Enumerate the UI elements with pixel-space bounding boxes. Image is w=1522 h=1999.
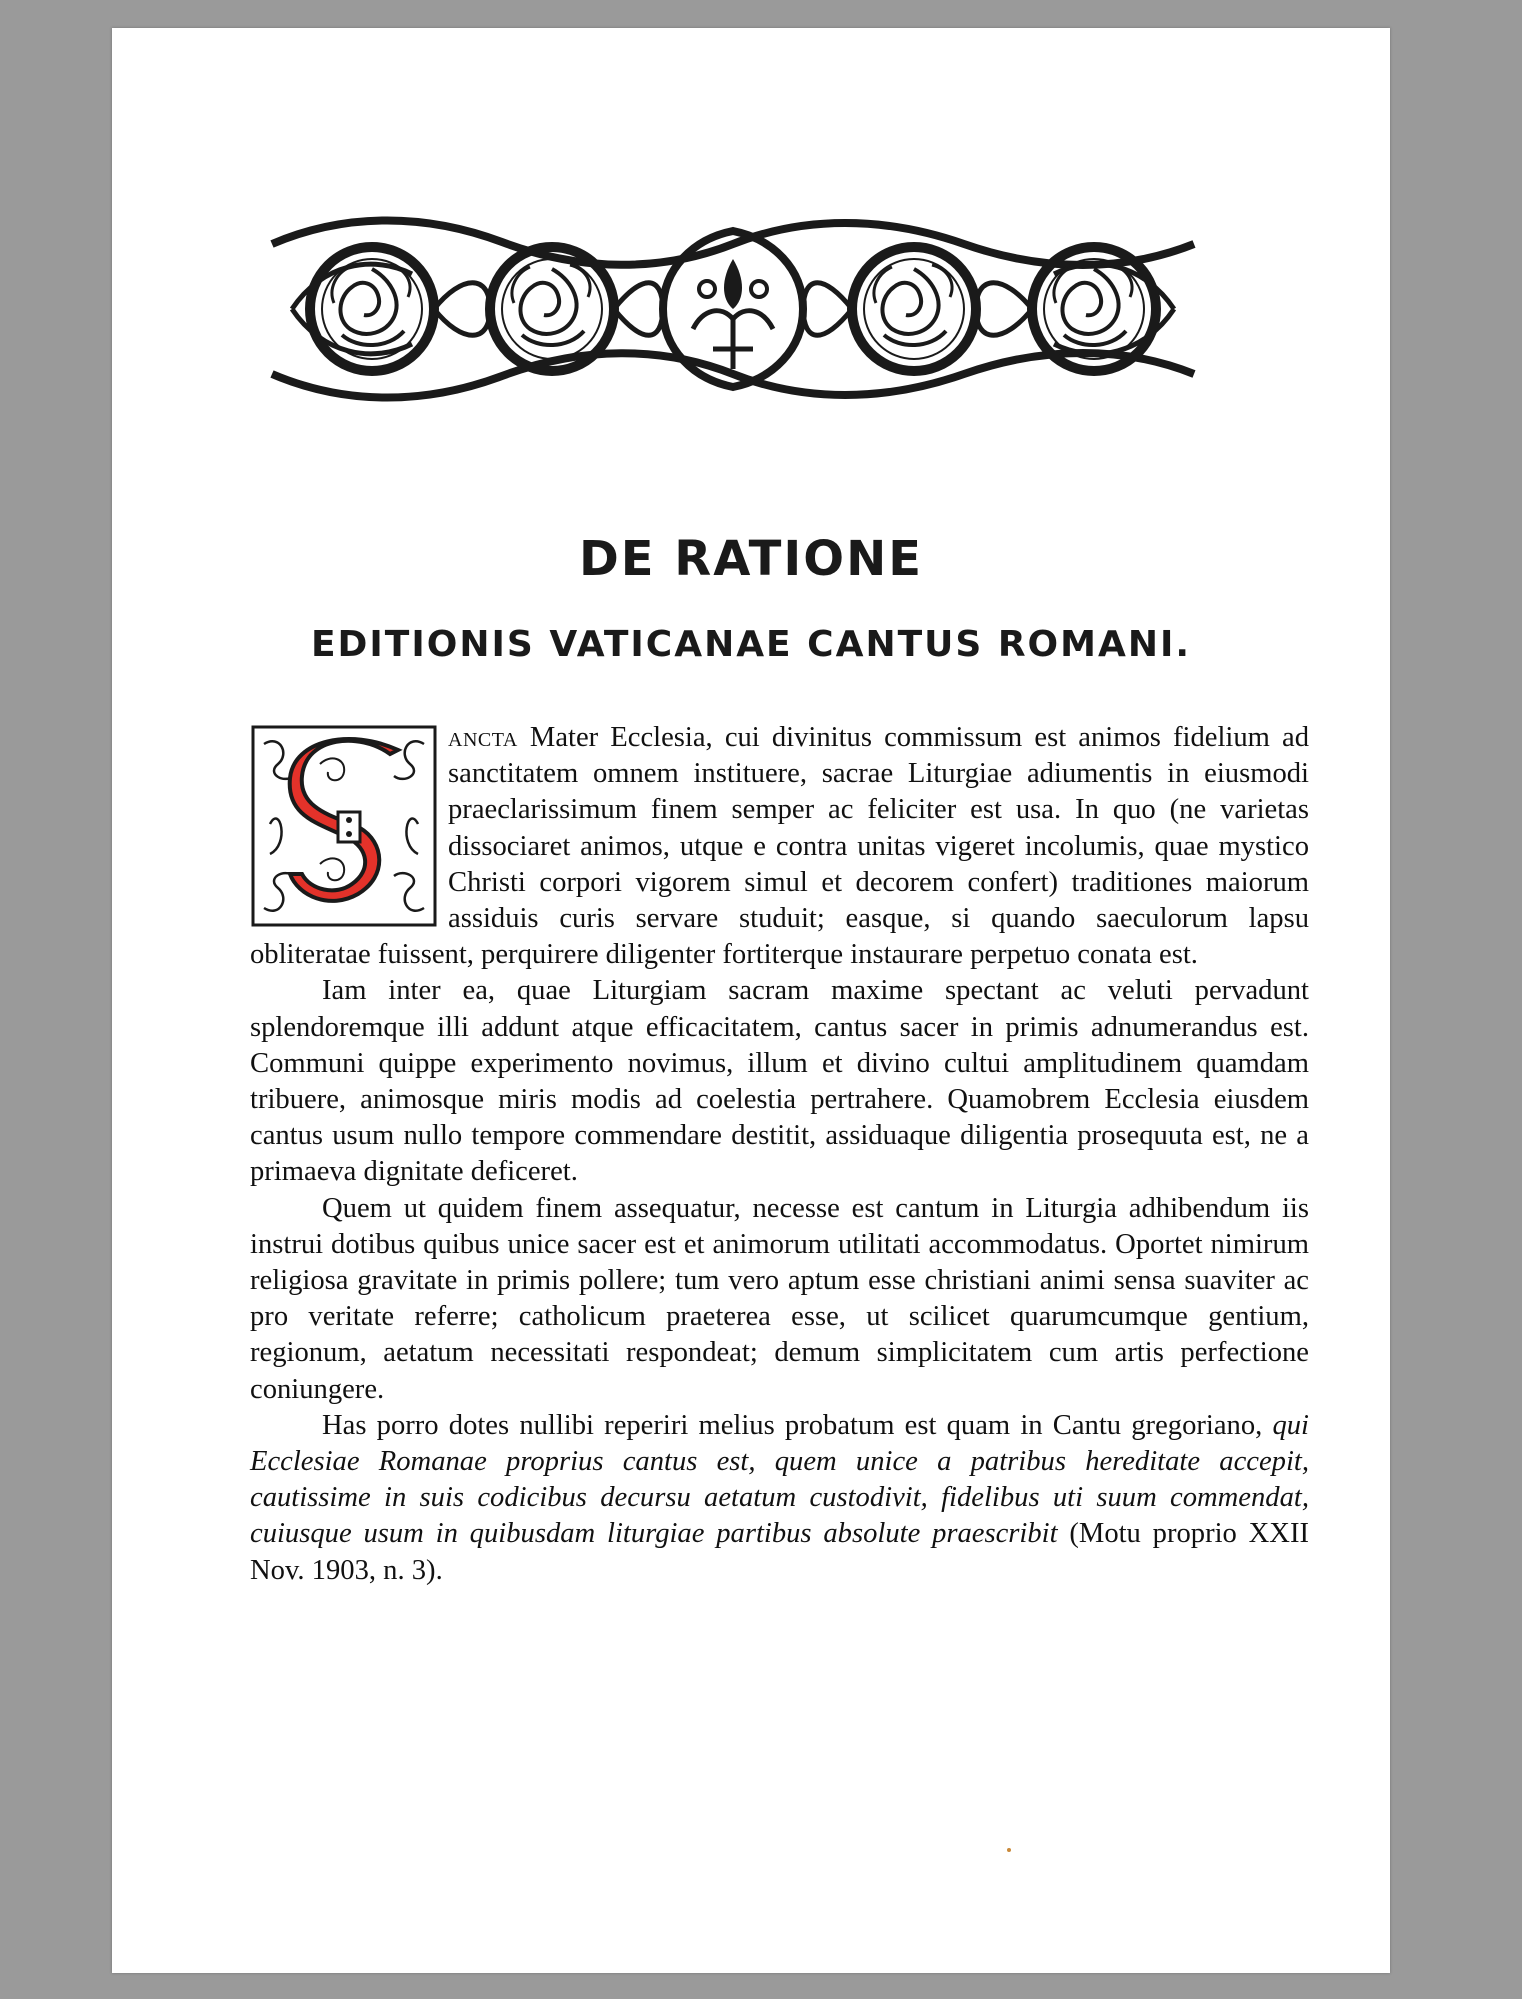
paper-speck xyxy=(1007,1848,1011,1852)
page-title: DE RATIONE xyxy=(578,531,924,587)
illuminated-initial-icon xyxy=(250,724,438,928)
paragraph-3: Quem ut quidem finem assequatur, necesse est cantum in Liturgia adhibendum iis instrui dotibus quibus unice sacer est et animorum utilitati accommodatus. Oportet nimirum religiosa gravitate in primis pollere; tum vero aptum esse christiani animi sensa suaviter ac pro veritate referre; catholicum praeterea esse, ut scilicet quarumcumque gentium, regionum, aetatum necessitati respondeat; demum simplicitatem cum artis perfectione coniungere. xyxy=(250,1192,1309,1405)
paragraph-4-lead: Has porro dotes nullibi reperiri melius probatum est quam in Cantu gregoriano, xyxy=(322,1409,1273,1441)
body-text xyxy=(250,720,1309,1589)
citation: (Motu proprio XXII Nov. 1903, n. 3). xyxy=(250,1518,1309,1586)
paragraph-4 xyxy=(250,1408,1309,1589)
page xyxy=(112,28,1390,1973)
page-subtitle: EDITIONIS VATICANAE CANTUS ROMANI. xyxy=(310,624,1192,665)
paragraph-1-text: Mater Ecclesia, cui divinitus commissum est animos fidelium ad sanctitatem omnem instituere, sacrae Liturgiae adiumentis in eiusmodi praeclarissimum finem semper ac feliciter est usa. In quo (ne varietas dissociaret animos, utque e contra unitas vigeret incolumis, quae mystico Christi corpori vigorem simul et decorem confert) traditiones maiorum assiduis curis servare studuit; easque, si quando saeculorum lapsu obliteratae fuissent, perquirere diligenter fortiterque instaurare perpetuo conata est. xyxy=(250,722,1309,971)
initial-smallcaps: ancta xyxy=(448,722,518,753)
paragraph-2: Iam inter ea, quae Liturgiam sacram maxime spectant ac veluti pervadunt splendoremque illi addunt atque efficacitatem, cantus sacer in primis adnumerandus est. Communi quippe experimento novimus, illum et divino cultui amplitudinem quamdam tribuere, animosque miris modis ad coelestia pertrahere. Quamobrem Ecclesia eiusdem cantus usum nullo tempore commendare destitit, assiduaque diligentia prosequuta est, ne a primaeva dignitate deficeret. xyxy=(250,975,1309,1188)
motu-proprio-quote: qui Ecclesiae Romanae proprius cantus est, quem unice a patribus hereditate accepit, cautissime in suis codicibus decursu aetatum custodivit, fidelibus uti suum commendat, cuiusque usum in quibusdam liturgiae partibus absolute praescribit xyxy=(250,1409,1309,1550)
foliate-scroll-ornament-icon xyxy=(262,204,1204,414)
